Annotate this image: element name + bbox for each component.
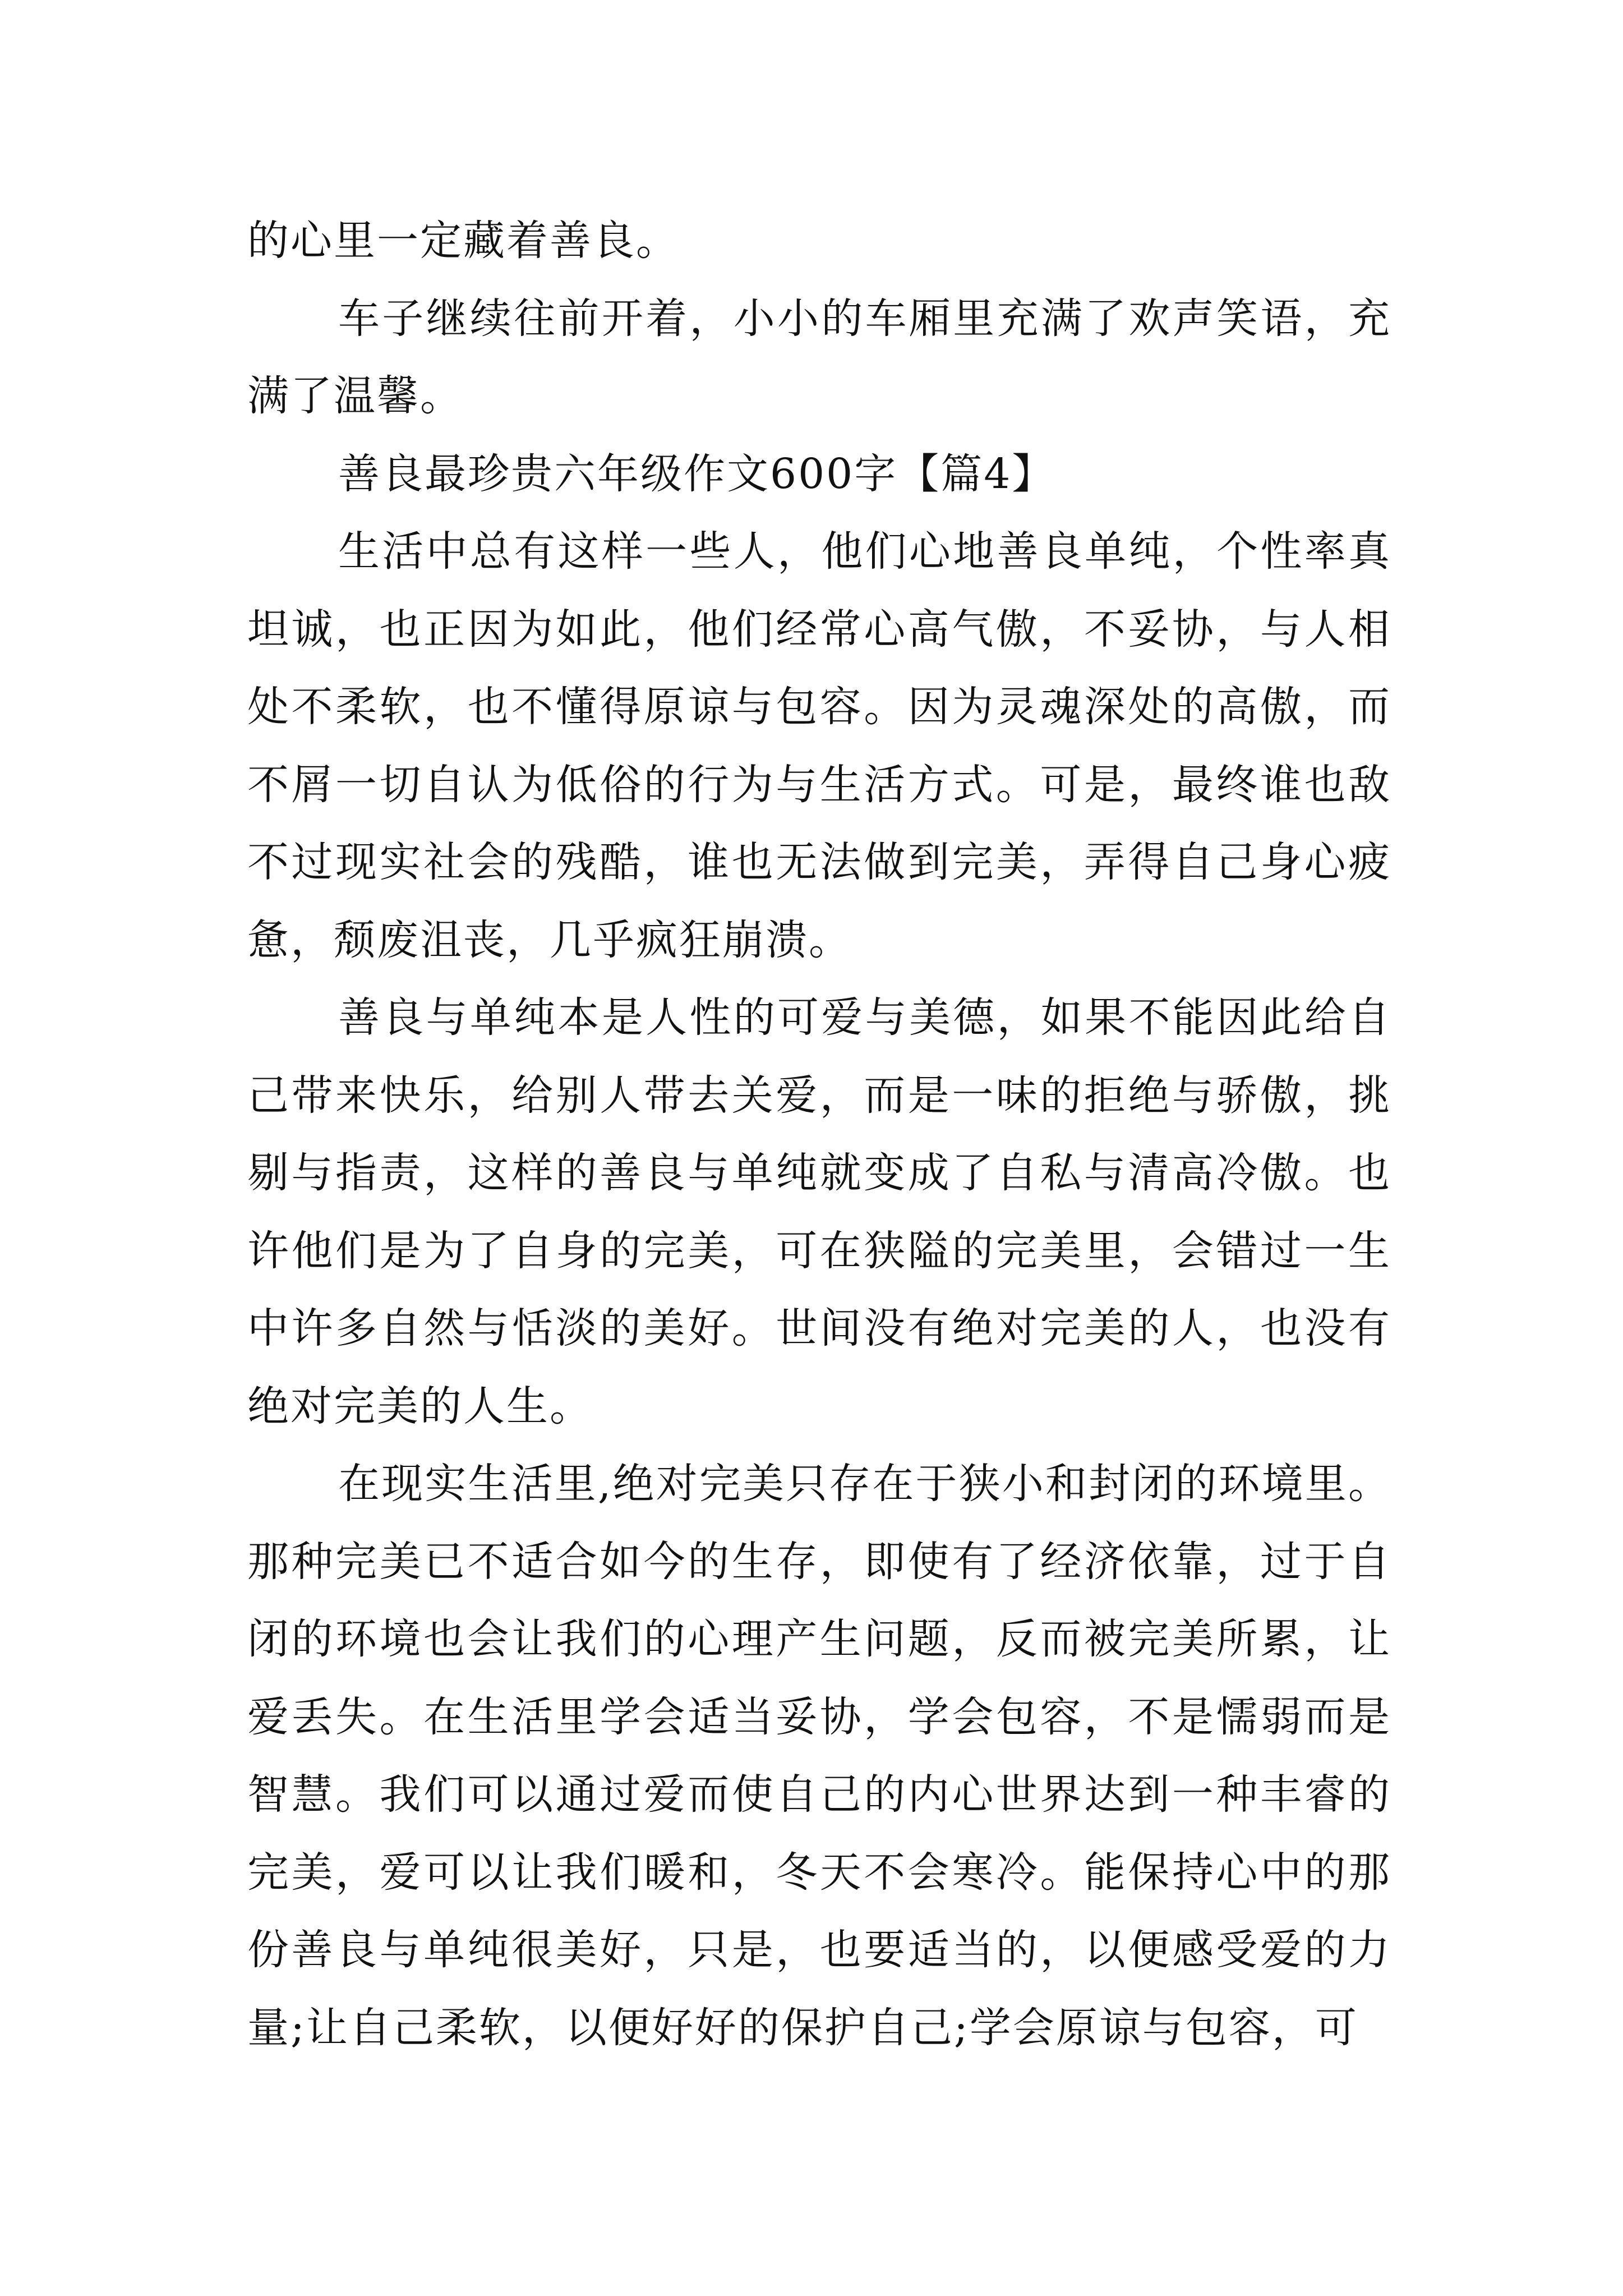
section-heading: 善良最珍贵六年级作文600字【篇4】	[338, 449, 1055, 498]
paragraph: 车子继续往前开着，小小的车厢里充满了欢声笑语，充满了温馨。	[247, 294, 1391, 420]
paragraph: 善良与单纯本是人性的可爱与美德，如果不能因此给自己带来快乐，给别人带去关爱，而是一味的拒绝与骄傲，挑剔与指责，这样的善良与单纯就变成了自私与清高冷傲。也许他们是为了自身的完美，可在狭隘的完美里，会错过一生中许多自然与恬淡的美好。世间没有绝对完美的人，也没有绝对完美的人生。	[247, 993, 1391, 1430]
document-body	[247, 202, 1391, 2067]
paragraph: 在现实生活里,绝对完美只存在于狭小和封闭的环境里。那种完美已不适合如今的生存，即使有了经济依靠，过于自闭的环境也会让我们的心理产生问题，反而被完美所累，让爱丢失。在生活里学会适当妥协，学会包容，不是懦弱而是智慧。我们可以通过爱而使自己的内心世界达到一种丰睿的完美，爱可以让我们暖和，冬天不会寒冷。能保持心中的那份善良与单纯很美好，只是，也要适当的，以便感受爱的力量;让自己柔软，以便好好的保护自己;学会原谅与包容，可	[247, 1460, 1391, 2052]
paragraph-continuation: 的心里一定藏着善良。	[247, 217, 679, 265]
paragraph: 生活中总有这样一些人，他们心地善良单纯，个性率真坦诚，也正因为如此，他们经常心高气傲，不妥协，与人相处不柔软，也不懂得原谅与包容。因为灵魂深处的高傲，而不屑一切自认为低俗的行为与生活方式。可是，最终谁也敌不过现实社会的残酷，谁也无法做到完美，弄得自己身心疲惫，颓废沮丧，几乎疯狂崩溃。	[247, 527, 1391, 964]
